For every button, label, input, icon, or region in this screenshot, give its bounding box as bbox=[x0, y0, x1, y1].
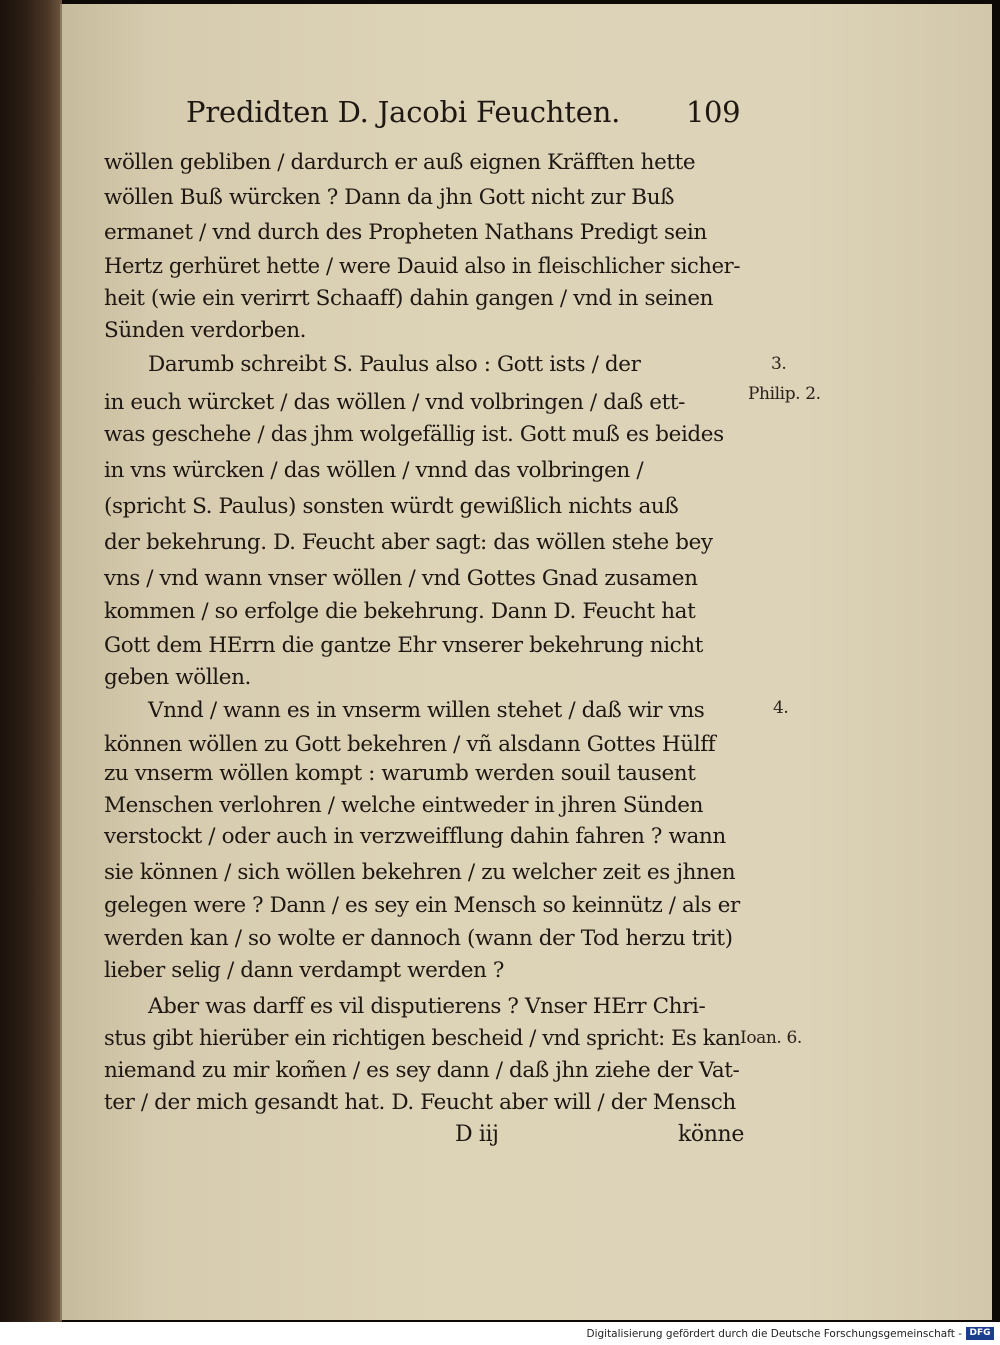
text-line-7: Darumb schreibt S. Paulus also : Gott ists / der bbox=[148, 352, 641, 377]
margin-note-john: Ioan. 6. bbox=[740, 1028, 802, 1048]
signature-mark: D iij bbox=[455, 1122, 499, 1147]
text-line-24: werden kan / so wolte er dannoch (wann der Tod herzu trit) bbox=[104, 926, 733, 951]
text-line-13: vns / vnd wann vnser wöllen / vnd Gottes Gnad zusamen bbox=[104, 566, 698, 591]
margin-note-philippians: Philip. 2. bbox=[748, 384, 821, 404]
text-line-20: Menschen verlohren / welche eintweder in jhren Sünden bbox=[104, 793, 704, 818]
text-line-8: in euch würcket / das wöllen / vnd volbringen / daß ett- bbox=[104, 390, 685, 415]
text-line-22: sie können / sich wöllen bekehren / zu welcher zeit es jhnen bbox=[104, 860, 736, 885]
margin-note-3: 3. bbox=[771, 354, 787, 374]
text-line-11: (spricht S. Paulus) sonsten würdt gewißlich nichts auß bbox=[104, 494, 679, 519]
text-line-29: ter / der mich gesandt hat. D. Feucht aber will / der Mensch bbox=[104, 1090, 736, 1115]
text-line-25: lieber selig / dann verdampt werden ? bbox=[104, 958, 505, 983]
text-line-12: der bekehrung. D. Feucht aber sagt: das wöllen stehe bey bbox=[104, 530, 713, 555]
text-line-1: wöllen gebliben / dardurch er auß eignen Kräfften hette bbox=[104, 150, 696, 175]
text-line-21: verstockt / oder auch in verzweifflung dahin fahren ? wann bbox=[104, 824, 726, 849]
text-line-27: stus gibt hierüber ein richtigen bescheid / vnd spricht: Es kan bbox=[104, 1026, 741, 1051]
text-line-6: Sünden verdorben. bbox=[104, 318, 307, 343]
text-line-23: gelegen were ? Dann / es sey ein Mensch so keinnütz / als er bbox=[104, 893, 740, 918]
text-line-4: Hertz gerhüret hette / were Dauid also in fleischlicher sicher- bbox=[104, 254, 741, 279]
text-line-18: können wöllen zu Gott bekehren / vñ alsdann Gottes Hülff bbox=[104, 732, 716, 757]
footer-credit: Digitalisierung gefördert durch die Deutsche Forschungsgemeinschaft - bbox=[586, 1328, 962, 1340]
page-number: 109 bbox=[686, 95, 741, 129]
text-line-3: ermanet / vnd durch des Propheten Nathans Predigt sein bbox=[104, 220, 707, 245]
text-line-19: zu vnserm wöllen kompt : warumb werden souil tausent bbox=[104, 761, 696, 786]
running-heading: Predidten D. Jacobi Feuchten. bbox=[186, 95, 621, 129]
text-line-2: wöllen Buß würcken ? Dann da jhn Gott nicht zur Buß bbox=[104, 185, 675, 210]
text-line-26: Aber was darff es vil disputierens ? Vnser HErr Chri- bbox=[148, 994, 706, 1019]
text-line-14: kommen / so erfolge die bekehrung. Dann D. Feucht hat bbox=[104, 599, 696, 624]
dfg-logo-icon: DFG bbox=[966, 1327, 994, 1340]
text-line-10: in vns würcken / das wöllen / vnnd das volbringen / bbox=[104, 458, 644, 483]
text-line-28: niemand zu mir kom̃en / es sey dann / daß jhn ziehe der Vat- bbox=[104, 1058, 740, 1083]
text-line-15: Gott dem HErrn die gantze Ehr vnserer bekehrung nicht bbox=[104, 633, 703, 658]
margin-note-4: 4. bbox=[773, 698, 789, 718]
catchword: könne bbox=[678, 1122, 744, 1147]
text-line-16: geben wöllen. bbox=[104, 665, 251, 690]
book-binding-edge bbox=[0, 0, 62, 1322]
text-line-17: Vnnd / wann es in vnserm willen stehet / daß wir vns bbox=[148, 698, 705, 723]
text-line-9: was geschehe / das jhm wolgefällig ist. Gott muß es beides bbox=[104, 422, 724, 447]
text-line-5: heit (wie ein verirrt Schaaff) dahin gangen / vnd in seinen bbox=[104, 286, 714, 311]
